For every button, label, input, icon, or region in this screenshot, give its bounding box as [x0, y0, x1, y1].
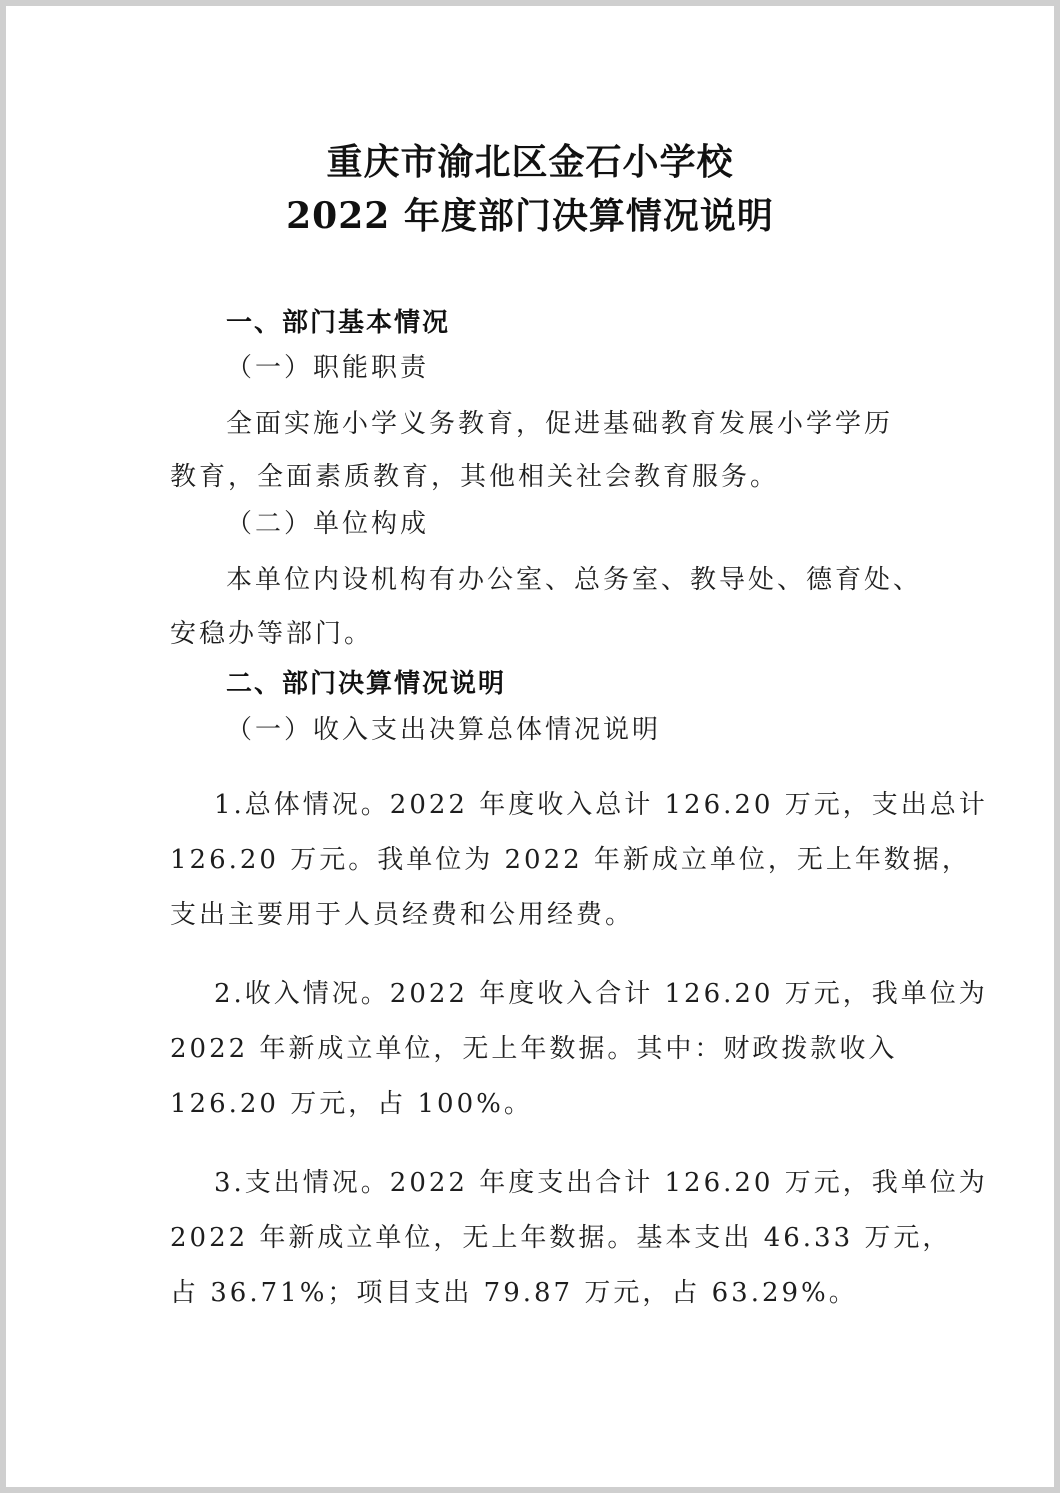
paragraph2-line2: 2022 年新成立单位，无上年数据。其中：财政拨款收入	[170, 1034, 898, 1064]
paragraph2-line3: 126.20 万元，占 100%。	[170, 1089, 533, 1119]
section1-sub2-text-line1: 本单位内设机构有办公室、总务室、教导处、德育处、	[226, 565, 923, 595]
paragraph3-line1: 3.支出情况。2022 年度支出合计 126.20 万元，我单位为	[214, 1168, 988, 1198]
document-title-line2: 2022 年度部门决算情况说明	[286, 195, 774, 237]
section1-sub2-text-line2: 安稳办等部门。	[170, 619, 374, 649]
section2-heading: 二、部门决算情况说明	[226, 669, 507, 699]
section1-heading: 一、部门基本情况	[226, 308, 451, 338]
section1-sub1-text-line2: 教育，全面素质教育，其他相关社会教育服务。	[170, 462, 780, 492]
paragraph1-line3: 支出主要用于人员经费和公用经费。	[170, 900, 635, 930]
paragraph1-line1: 1.总体情况。2022 年度收入总计 126.20 万元，支出总计	[214, 790, 988, 820]
document-title-line1: 重庆市渝北区金石小学校	[326, 141, 734, 183]
paragraph3-line2: 2022 年新成立单位，无上年数据。基本支出 46.33 万元，	[170, 1223, 952, 1253]
paragraph1-line2: 126.20 万元。我单位为 2022 年新成立单位，无上年数据，	[170, 845, 971, 875]
section1-sub2-heading: （二）单位构成	[226, 509, 430, 539]
section2-sub1-heading: （一）收入支出决算总体情况说明	[226, 715, 662, 745]
paragraph2-line1: 2.收入情况。2022 年度收入合计 126.20 万元，我单位为	[214, 979, 988, 1009]
section1-sub1-text-line1: 全面实施小学义务教育，促进基础教育发展小学学历	[226, 409, 894, 439]
section1-sub1-heading: （一）职能职责	[226, 353, 430, 383]
paragraph3-line3: 占 36.71%；项目支出 79.87 万元，占 63.29%。	[170, 1278, 858, 1308]
